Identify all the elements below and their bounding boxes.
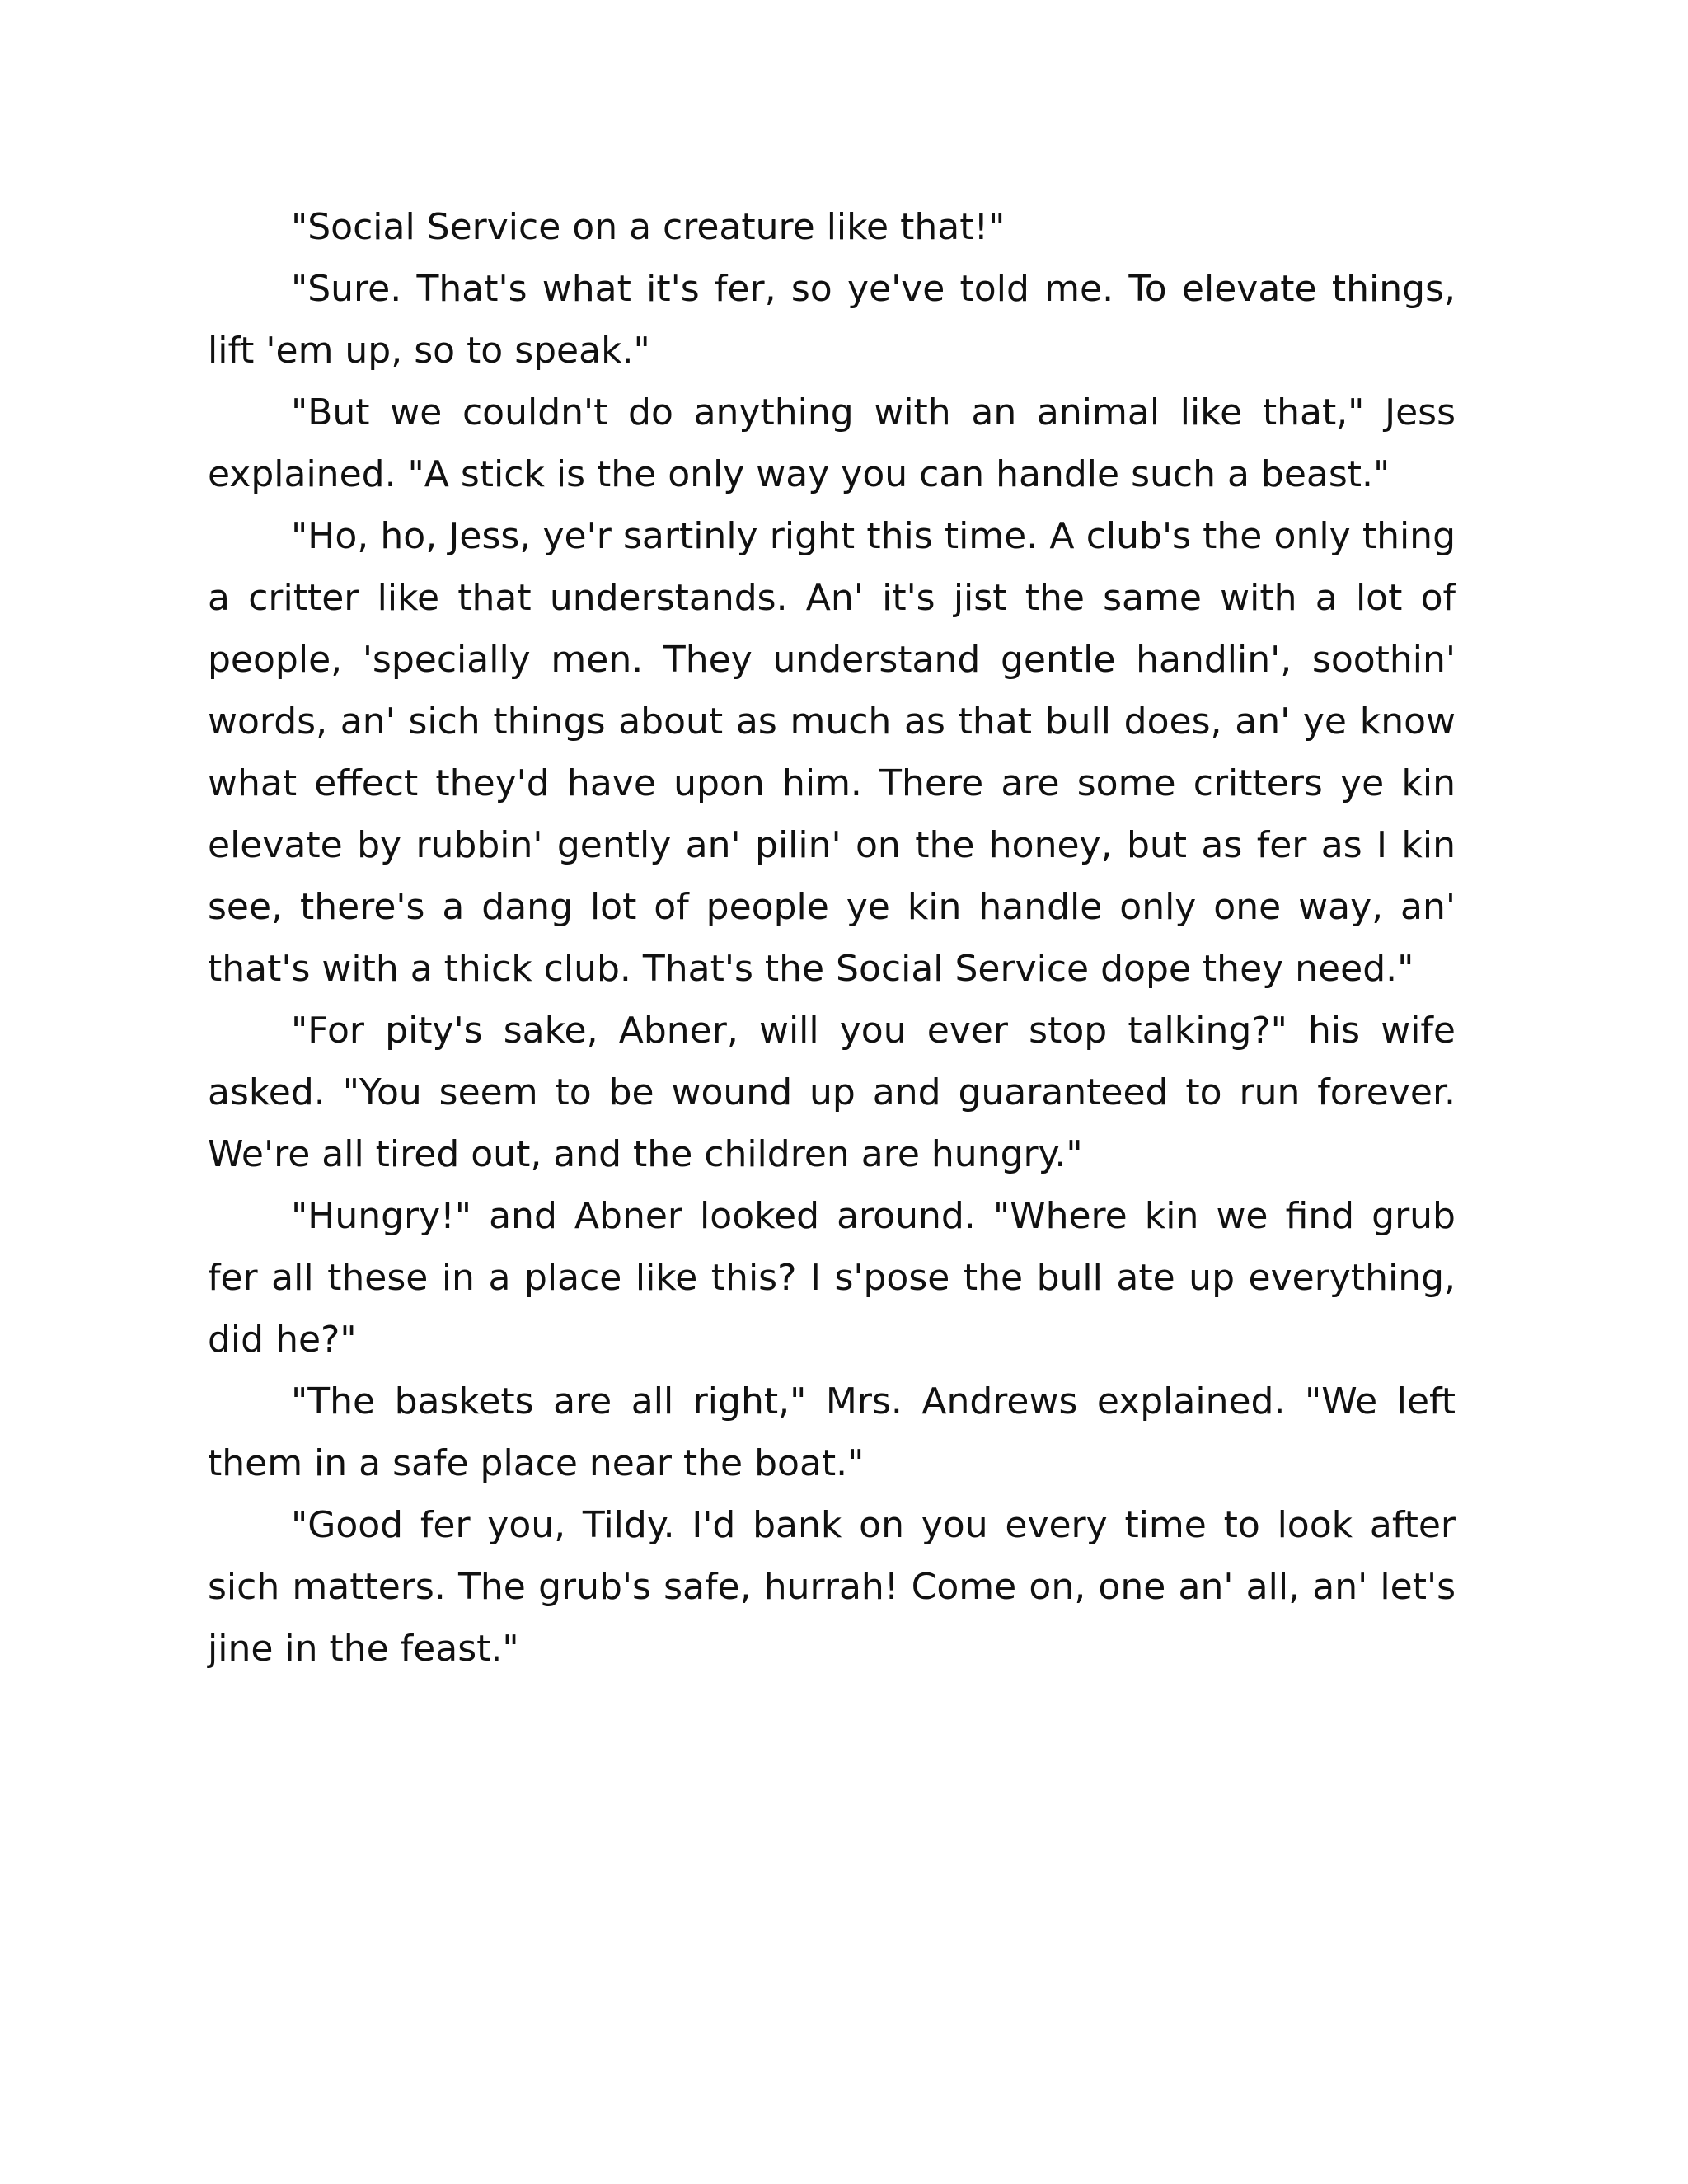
paragraph: "The baskets are all right," Mrs. Andrews explained. "We left them in a safe place near the boat."	[208, 1380, 1456, 1484]
paragraph: "But we couldn't do anything with an animal like that," Jess explained. "A stick is the only way you can handle such a beast."	[208, 391, 1456, 495]
page-body	[208, 196, 1456, 1680]
paragraph: "Good fer you, Tildy. I'd bank on you every time to look after sich matters. The grub's safe, hurrah! Come on, one an' all, an' let's jine in the feast."	[208, 1504, 1456, 1670]
paragraph: "Social Service on a creature like that!"	[291, 206, 1006, 248]
paragraph: "For pity's sake, Abner, will you ever stop talking?" his wife asked. "You seem to be wound up and guaranteed to run forever. We're all tired out, and the children are hungry."	[208, 1010, 1456, 1175]
paragraph: "Ho, ho, Jess, ye'r sartinly right this time. A club's the only thing a critter like that understands. An' it's jist the same with a lot of people, 'specially men. They understand gentle handlin', soothin' words, an' sich things about as much as that bull does, an' ye know what effect they'd have upon him. There are some critters ye kin elevate by rubbin' gently an' pilin' on the honey, but as fer as I kin see, there's a dang lot of people ye kin handle only one way, an' that's with a thick club. That's the Social Service dope they need."	[208, 515, 1456, 990]
paragraph: "Hungry!" and Abner looked around. "Where kin we find grub fer all these in a place like this? I s'pose the bull ate up everything, did he?"	[208, 1195, 1456, 1361]
paragraph: "Sure. That's what it's fer, so ye've told me. To elevate things, lift 'em up, so to speak."	[208, 268, 1456, 372]
